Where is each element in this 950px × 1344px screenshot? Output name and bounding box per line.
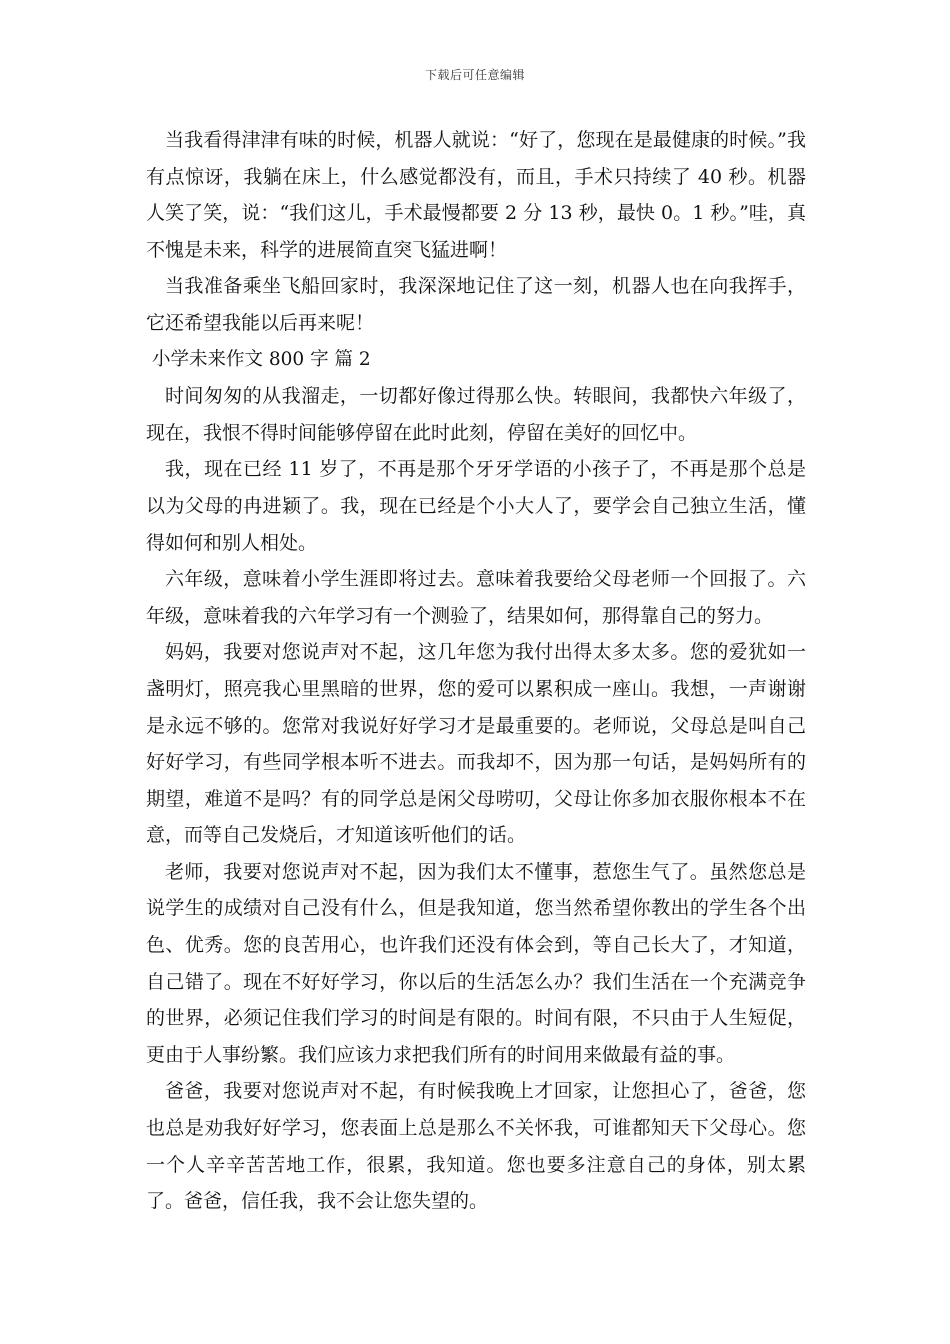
paragraph-1: 当我看得津津有味的时候，机器人就说：“好了，您现在是最健康的时候。”我有点惊讶，我躺在床上，什么感觉都没有，而且，手术只持续了 40 秒。机器人笑了笑，说：“我们这儿，手术最慢都要 2 分 13 秒，最快 0。1 秒。”哇，真不愧是未来，科学的进展简直突飞猛进啊！ (146, 129, 806, 261)
paragraph-3: 时间匆匆的从我溜走，一切都好像过得那么快。转眼间，我都快六年级了，现在，我恨不得时间能够停留在此时此刻，停留在美好的回忆中。 (146, 385, 806, 444)
paragraph-4: 我，现在已经 11 岁了，不再是那个牙牙学语的小孩子了，不再是那个总是以为父母的冉进颖了。我，现在已经是个小大人了，要学会自己独立生活，懂得如何和别人相处。 (146, 458, 806, 554)
section-heading: 小学未来作文 800 字 篇 2 (152, 348, 371, 370)
paragraph-5: 六年级，意味着小学生涯即将过去。意味着我要给父母老师一个回报了。六年级，意味着我的六年学习有一个测验了，结果如何，那得靠自己的努力。 (146, 568, 806, 627)
paragraph-7: 老师，我要对您说声对不起，因为我们太不懂事，惹您生气了。虽然您总是说学生的成绩对自己没有什么，但是我知道，您当然希望你教出的学生各个出色、优秀。您的良苦用心，也许我们还没有体会到，等自己长大了，才知道，自己错了。现在不好好学习，你以后的生活怎么办？我们生活在一个充满竞争的世界，必须记住我们学习的时间是有限的。时间有限，不只由于人生短促，更由于人事纷繁。我们应该力求把我们所有的时间用来做最有益的事。 (146, 860, 806, 1066)
article-body (146, 122, 806, 1220)
paragraph-6: 妈妈，我要对您说声对不起，这几年您为我付出得太多太多。您的爱犹如一盏明灯，照亮我心里黑暗的世界，您的爱可以累积成一座山。我想，一声谢谢是永远不够的。您常对我说好好学习才是最重要的。老师说，父母总是叫自己好好学习，有些同学根本听不进去。而我却不，因为那一句话，是妈妈所有的期望，难道不是吗？有的同学总是闲父母唠叨，父母让你多加衣服你根本不在意，而等自己发烧后，才知道该听他们的话。 (146, 641, 806, 847)
header-note: 下载后可任意编辑 (424, 68, 525, 82)
paragraph-2: 当我准备乘坐飞船回家时，我深深地记住了这一刻，机器人也在向我挥手，它还希望我能以后再来呢！ (146, 275, 806, 334)
paragraph-8: 爸爸，我要对您说声对不起，有时候我晚上才回家，让您担心了，爸爸，您也总是劝我好好学习，您表面上总是那么不关怀我，可谁都知天下父母心。您一个人辛辛苦苦地工作，很累，我知道。您也要多注意自己的身体，别太累了。爸爸，信任我，我不会让您失望的。 (146, 1080, 806, 1213)
